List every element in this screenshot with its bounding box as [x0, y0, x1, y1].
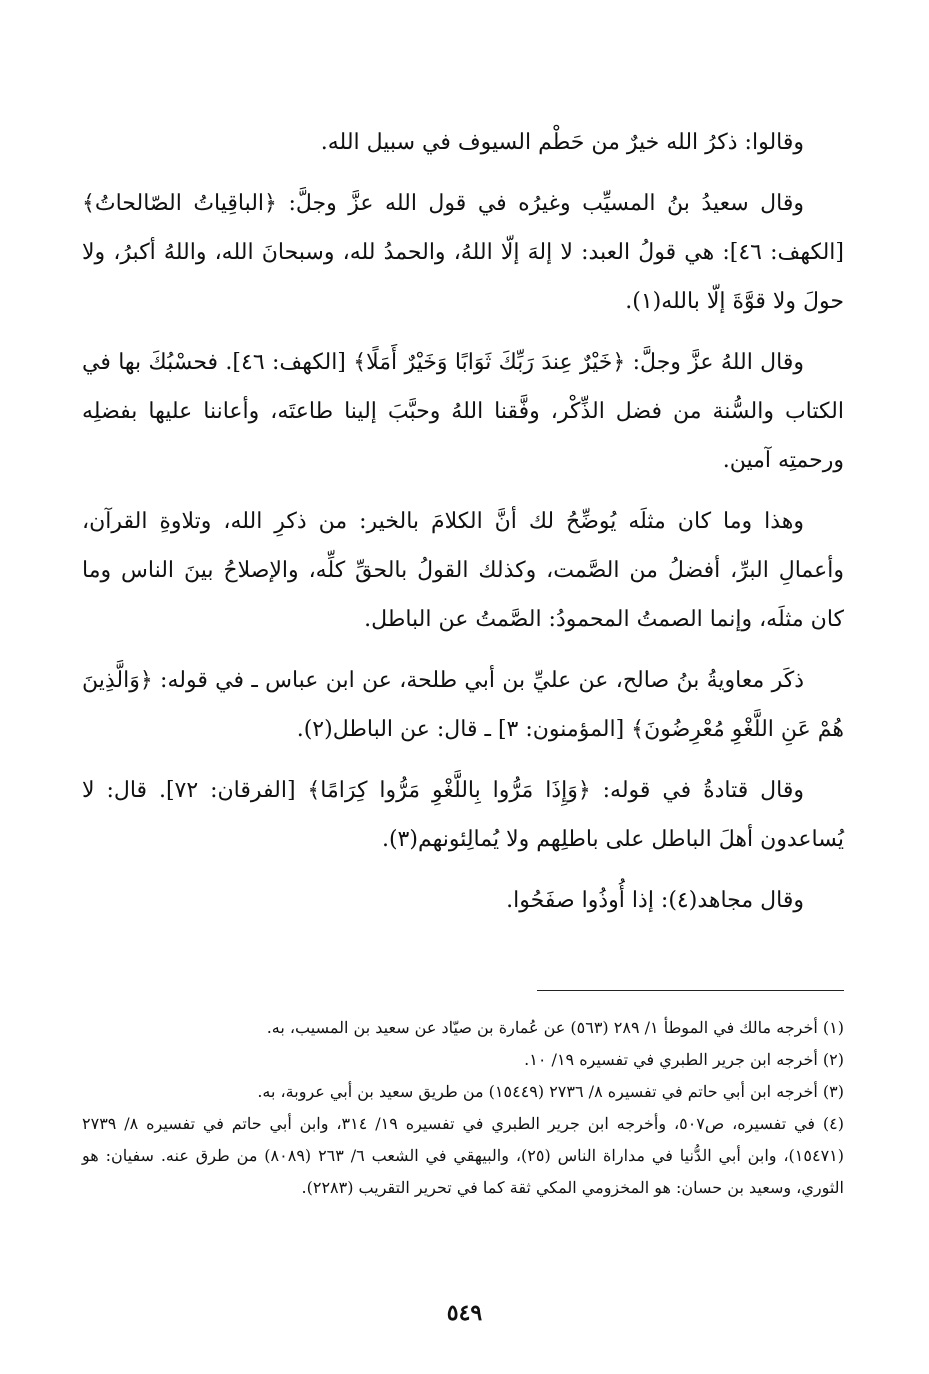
footnotes	[82, 1012, 844, 1204]
paragraph-6: وقال قتادةُ في قوله: ﴿وَإِذَا مَرُّوا بِاللَّغْوِ مَرُّوا كِرَامًا﴾ [الفرقان: ٧٢]. قال: لا يُساعدون أهلَ الباطل على باطلِهم ولا يُمالِئونهم(٣).	[82, 778, 844, 852]
footnote-3: (٣) أخرجه ابن أبي حاتم في تفسيره ٨/ ٢٧٣٦ (١٥٤٤٩) من طريق سعيد بن أبي عروبة، به.	[257, 1082, 844, 1101]
paragraph-2: وقال سعيدُ بنُ المسيِّب وغيرُه في قول الله عزَّ وجلَّ: ﴿الباقِياتُ الصّالحاتُ﴾ [الكهف: ٤٦]: هي قولُ العبد: لا إلهَ إلّا اللهُ، والحمدُ لله، وسبحانَ الله، واللهُ أكبرُ، ولا حولَ ولا قوَّةَ إلّا بالله(١).	[82, 191, 845, 314]
main-text	[82, 118, 844, 925]
page-number: ٥٤٩	[446, 1300, 483, 1326]
paragraph-3: وقال اللهُ عزَّ وجلَّ: ﴿خَيْرٌ عِندَ رَبِّكَ ثَوَابًا وَخَيْرٌ أَمَلًا﴾ [الكهف: ٤٦]. فحسْبُكَ بها في الكتاب والسُّنة من فضل الذِّكْر، وفَّقنا اللهُ وحبَّبَ إلينا طاعتَه، وأعاننا عليها بفضلِه ورحمتِه آمين.	[82, 350, 844, 473]
footnote-divider	[537, 990, 844, 991]
footnote-2: (٢) أخرجه ابن جرير الطبري في تفسيره ١٩/ ١٠.	[524, 1050, 844, 1069]
paragraph-5: ذكَر معاويةُ بنُ صالح، عن عليِّ بن أبي طلحة، عن ابن عباس ـ في قوله: ﴿وَالَّذِينَ هُمْ عَنِ اللَّغْوِ مُعْرِضُونَ﴾ [المؤمنون: ٣] ـ قال: عن الباطل(٢).	[82, 668, 844, 742]
paragraph-7: وقال مجاهد(٤): إذا أُوذُوا صفَحُوا.	[506, 888, 804, 913]
paragraph-1: وقالوا: ذكرُ الله خيرٌ من حَطْم السيوف في سبيل الله.	[320, 130, 804, 155]
footnote-1: (١) أخرجه مالك في الموطأ ١/ ٢٨٩ (٥٦٣) عن عُمارة بن صيّاد عن سعيد بن المسيب، به.	[266, 1018, 844, 1037]
footnote-4: (٤) في تفسيره، ص٥٠٧، وأخرجه ابن جرير الطبري في تفسيره ١٩/ ٣١٤، وابن أبي حاتم في تفسيره ٨/ ٢٧٣٩ (١٥٤٧١)، وابن أبي الدُّنيا في مداراة الناس (٢٥)، والبيهقي في الشعب ٦/ ٢٦٣ (٨٠٨٩) من طرق عنه. سفيان: هو الثوري، وسعيد بن حسان: هو المخزومي المكي ثقة كما في تحرير التقريب (٢٢٨٣).	[82, 1114, 845, 1197]
paragraph-4: وهذا وما كان مثلَه يُوضِّحُ لك أنَّ الكلامَ بالخير: من ذكرِ الله، وتلاوةِ القرآن، وأعمالِ البرِّ، أفضلُ من الصَّمت، وكذلك القولُ بالحقِّ كلِّه، والإصلاحُ بينَ الناس وما كان مثلَه، وإنما الصمتُ المحمودُ: الصَّمتُ عن الباطل.	[82, 509, 844, 632]
